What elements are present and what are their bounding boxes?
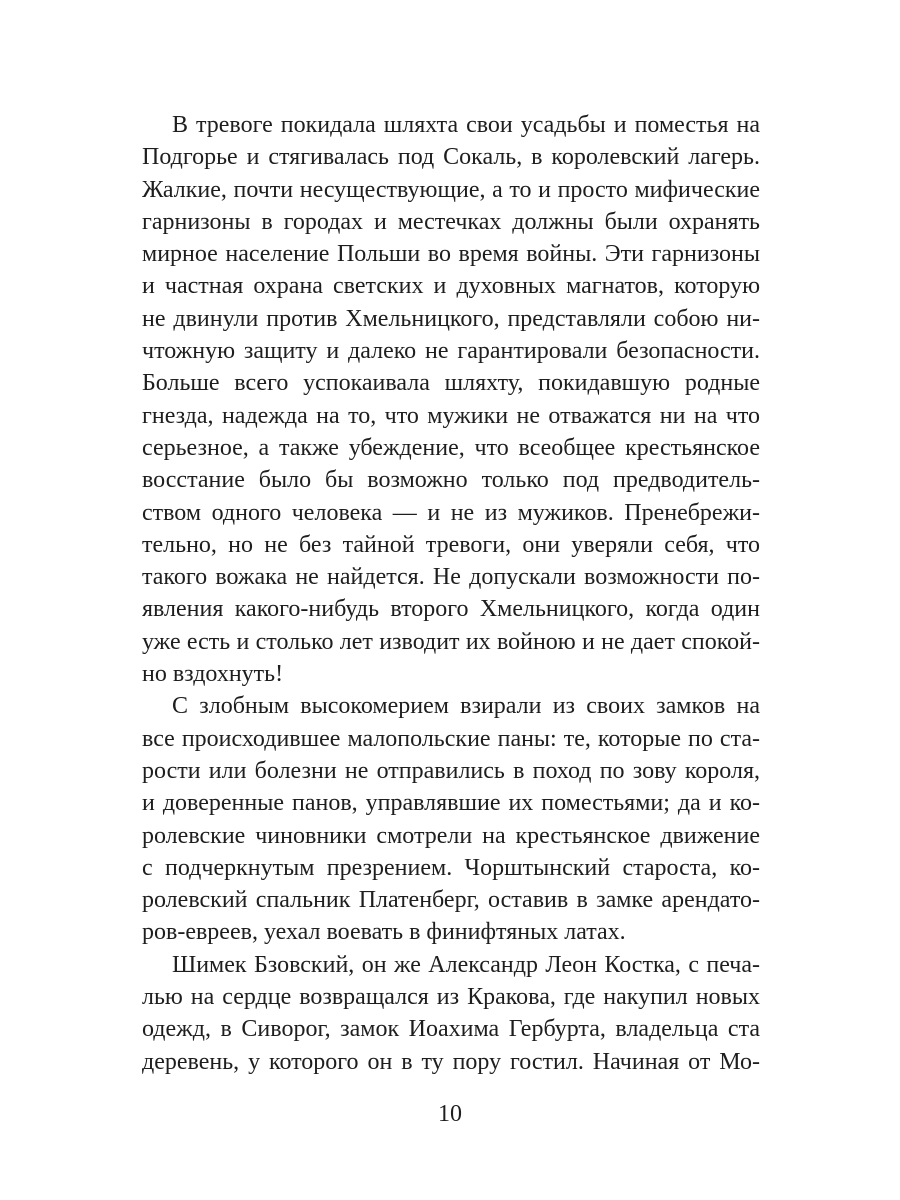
- text-line: одежд, в Сиворог, замок Иоахима Гербурта, владельца ста: [142, 1016, 760, 1043]
- text-line: гнезда, надежда на то, что мужики не отважатся ни на что: [142, 402, 760, 429]
- text-line: с подчеркнутым презрением. Чорштынский староста, ко-: [142, 854, 760, 881]
- paragraph-1: [142, 109, 760, 690]
- text-line: Больше всего успокаивала шляхту, покидавшую родные: [142, 370, 760, 397]
- text-line: такого вожака не найдется. Не допускали возможности по-: [142, 564, 760, 591]
- text-line: ролевские чиновники смотрели на крестьянское движение: [142, 822, 760, 849]
- text-line: мирное население Польши во время войны. Эти гарнизоны: [142, 241, 760, 268]
- text-body: [142, 109, 760, 1078]
- text-line: явления какого-нибудь второго Хмельницкого, когда один: [142, 596, 760, 623]
- page-number: 10: [438, 1101, 462, 1127]
- paragraph-2: [142, 690, 760, 948]
- text-line: ролевский спальник Платенберг, оставив в замке арендато-: [142, 887, 760, 914]
- text-line: ством одного человека — и не из мужиков. Пренебрежи-: [142, 499, 760, 526]
- text-line: чтожную защиту и далеко не гарантировали безопасности.: [142, 338, 760, 365]
- text-line: рости или болезни не отправились в поход по зову короля,: [142, 757, 760, 784]
- text-line: и частная охрана светских и духовных магнатов, которую: [142, 273, 760, 300]
- text-line: уже есть и столько лет изводит их войною и не дает спокой-: [142, 628, 760, 655]
- text-line: лью на сердце возвращался из Кракова, где накупил новых: [142, 984, 760, 1011]
- text-line: и доверенные панов, управлявшие их поместьями; да и ко-: [142, 790, 760, 817]
- text-line: Подгорье и стягивалась под Сокаль, в королевский лагерь.: [142, 144, 760, 171]
- text-line: Шимек Бзовский, он же Александр Леон Костка, с печа-: [172, 951, 760, 978]
- text-line: серьезное, а также убеждение, что всеобщее крестьянское: [142, 434, 760, 461]
- text-line: Жалкие, почти несуществующие, а то и просто мифические: [142, 176, 760, 203]
- text-line: тельно, но не без тайной тревоги, они уверяли себя, что: [142, 531, 760, 558]
- text-line: гарнизоны в городах и местечках должны были охранять: [142, 208, 760, 235]
- text-line: С злобным высокомерием взирали из своих замков на: [172, 693, 760, 720]
- text-line: но вздохнуть!: [142, 661, 284, 688]
- text-line: восстание было бы возможно только под предводитель-: [142, 467, 760, 494]
- text-line: не двинули против Хмельницкого, представляли собою ни-: [142, 305, 760, 332]
- text-line: деревень, у которого он в ту пору гостил. Начиная от Мо-: [142, 1048, 760, 1075]
- text-line: ров-евреев, уехал воевать в финифтяных латах.: [142, 919, 626, 946]
- text-line: все происходившее малопольские паны: те, которые по ста-: [142, 725, 760, 752]
- text-line: В тревоге покидала шляхта свои усадьбы и поместья на: [172, 112, 760, 138]
- paragraph-3: [142, 949, 760, 1078]
